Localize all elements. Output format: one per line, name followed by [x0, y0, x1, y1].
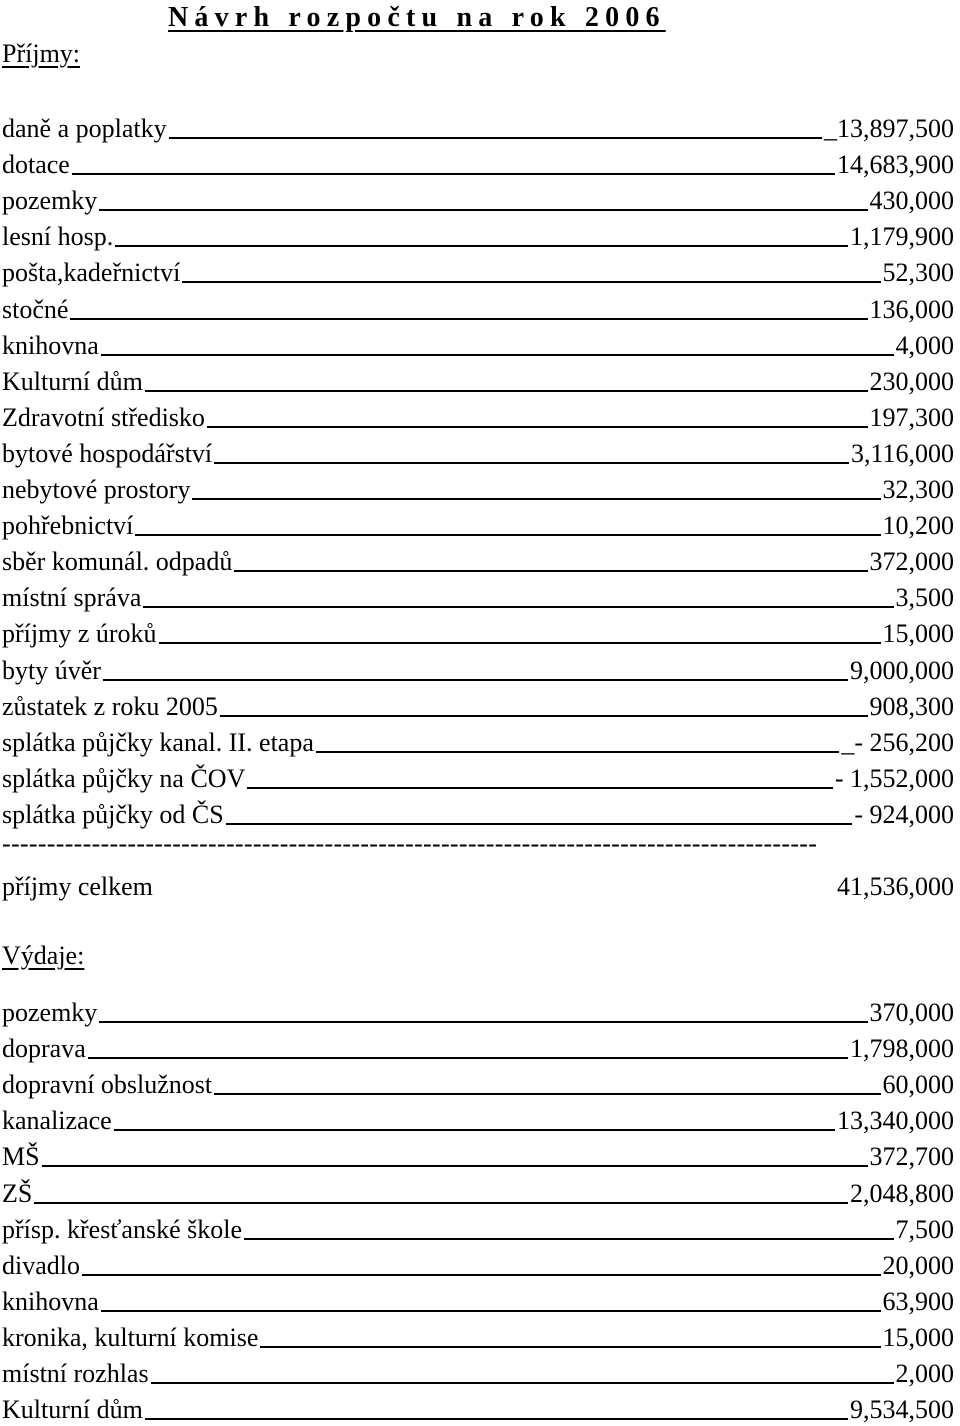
leader-line: [145, 390, 868, 392]
expense-item-row: [2, 1030, 954, 1064]
income-item-amount: 15,000: [882, 619, 954, 649]
leader-line: [34, 1202, 848, 1204]
income-item-row: [2, 435, 954, 469]
income-item-label: pošta,kadeřnictví: [2, 258, 181, 288]
expense-item-row: [2, 1247, 954, 1281]
leader-line: [101, 354, 894, 356]
leader-line: [145, 1418, 848, 1420]
expense-item-amount: 20,000: [882, 1250, 954, 1280]
income-item-amount: 430,000: [869, 186, 954, 216]
expense-item-label: doprava: [2, 1034, 86, 1064]
leader-line: [159, 642, 881, 644]
expense-item-row: [2, 1391, 954, 1425]
income-item-amount: - 924,000: [854, 799, 954, 829]
income-total-amount: 41,536,000: [837, 872, 954, 901]
leader-line: [135, 534, 880, 536]
income-item-amount: _13,897,500: [824, 114, 954, 143]
income-item-label: místní správa: [2, 583, 142, 613]
leader-line: [316, 751, 839, 753]
income-item-label: byty úvěr: [2, 655, 101, 685]
expense-item-amount: 2,000: [895, 1359, 954, 1388]
expense-item-amount: 15,000: [882, 1322, 954, 1352]
expense-item-label: ZŠ: [2, 1178, 33, 1208]
leader-line: [226, 823, 853, 825]
leader-line: [214, 462, 849, 464]
expense-item-label: knihovna: [2, 1286, 99, 1316]
income-item-row: [2, 363, 954, 397]
income-item-label: splátka půjčky kanal. II. etapa: [2, 727, 314, 757]
expense-item-label: pozemky: [2, 998, 98, 1027]
income-item-amount: - 1,552,000: [834, 763, 954, 793]
income-item-label: knihovna: [2, 330, 99, 360]
expense-item-amount: 372,700: [869, 1142, 954, 1172]
leader-line: [234, 570, 867, 572]
separator-line: -------------------------------------------------------------------------------------------: [2, 832, 818, 856]
income-item-amount: 4,000: [895, 330, 954, 360]
leader-line: [82, 1274, 881, 1276]
income-item-label: daně a poplatky: [2, 114, 167, 143]
income-item-label: zůstatek z roku 2005: [2, 691, 218, 721]
expense-item-row: [2, 1138, 954, 1172]
expense-item-label: kanalizace: [2, 1106, 112, 1136]
expense-item-label: dopravní obslužnost: [2, 1070, 213, 1100]
income-item-row: [2, 724, 954, 758]
page-title: Návrh rozpočtu na rok 2006: [168, 2, 666, 33]
expense-item-row: [2, 994, 954, 1028]
income-item-row: [2, 796, 954, 830]
income-item-amount: 197,300: [869, 402, 954, 432]
leader-line: [220, 715, 868, 717]
income-item-label: příjmy z úroků: [2, 619, 157, 649]
expense-item-amount: 60,000: [882, 1070, 954, 1100]
leader-line: [103, 679, 848, 681]
expense-item-amount: 7,500: [895, 1214, 954, 1244]
income-item-row: [2, 254, 954, 288]
expense-item-row: [2, 1175, 954, 1209]
leader-line: [143, 606, 893, 608]
leader-line: [99, 1021, 867, 1023]
leader-line: [70, 318, 867, 320]
income-item-row: [2, 327, 954, 361]
expense-item-row: [2, 1211, 954, 1245]
income-item-amount: 10,200: [882, 511, 954, 541]
expense-item-row: [2, 1102, 954, 1136]
income-item-label: dotace: [2, 150, 70, 180]
income-item-amount: 3,116,000: [850, 438, 954, 468]
income-item-amount: _- 256,200: [841, 727, 954, 757]
income-item-row: [2, 688, 954, 722]
leader-line: [99, 209, 867, 211]
income-item-amount: 32,300: [882, 475, 954, 504]
leader-line: [72, 173, 835, 175]
leader-line: [192, 498, 880, 500]
income-item-label: lesní hosp.: [2, 222, 114, 252]
leader-line: [214, 1093, 880, 1095]
expense-item-label: kronika, kulturní komise: [2, 1322, 259, 1352]
income-item-amount: 1,179,900: [850, 222, 954, 252]
income-item-label: Kulturní dům: [2, 366, 143, 396]
income-heading: Příjmy:: [2, 39, 81, 68]
leader-line: [244, 1238, 893, 1240]
expense-item-amount: 9,534,500: [850, 1395, 954, 1425]
income-item-row: [2, 471, 954, 505]
expenses-heading: Výdaje:: [2, 941, 85, 970]
income-item-row: [2, 579, 954, 613]
expense-item-amount: 370,000: [869, 998, 954, 1027]
income-item-label: splátka půjčky od ČS: [2, 799, 224, 829]
income-total-label: příjmy celkem: [2, 872, 153, 901]
income-item-row: [2, 507, 954, 541]
expense-item-row: [2, 1355, 954, 1389]
income-total-row: [2, 868, 954, 902]
expense-item-row: [2, 1066, 954, 1100]
leader-line: [247, 787, 832, 789]
income-item-label: bytové hospodářství: [2, 438, 213, 468]
income-item-label: nebytové prostory: [2, 475, 191, 504]
income-item-amount: 14,683,900: [837, 150, 954, 180]
income-item-amount: 372,000: [869, 547, 954, 577]
income-item-amount: 3,500: [895, 583, 954, 613]
income-item-row: [2, 146, 954, 180]
income-item-amount: 52,300: [882, 258, 954, 288]
income-item-label: sběr komunál. odpadů: [2, 547, 233, 577]
income-item-row: [2, 543, 954, 577]
expense-item-label: divadlo: [2, 1250, 80, 1280]
income-item-label: pohřebnictví: [2, 511, 134, 541]
leader-line: [114, 1129, 835, 1131]
income-item-amount: 908,300: [869, 691, 954, 721]
leader-line: [151, 1382, 894, 1384]
income-item-label: stočné: [2, 294, 69, 324]
income-item-row: [2, 218, 954, 252]
income-item-label: Zdravotní středisko: [2, 402, 205, 432]
income-item-row: [2, 652, 954, 686]
expense-item-label: přísp. křesťanské škole: [2, 1214, 243, 1244]
income-item-amount: 136,000: [869, 294, 954, 324]
expense-item-row: [2, 1283, 954, 1317]
income-item-row: [2, 110, 954, 144]
expense-item-label: Kulturní dům: [2, 1395, 143, 1425]
expense-item-label: místní rozhlas: [2, 1359, 149, 1388]
expense-item-amount: 2,048,800: [850, 1178, 954, 1208]
leader-line: [260, 1346, 880, 1348]
income-item-label: pozemky: [2, 186, 98, 216]
income-item-row: [2, 291, 954, 325]
leader-line: [115, 245, 848, 247]
leader-line: [182, 281, 880, 283]
income-item-row: [2, 760, 954, 794]
expense-item-amount: 1,798,000: [850, 1034, 954, 1064]
income-item-row: [2, 182, 954, 216]
leader-line: [42, 1165, 868, 1167]
expense-item-amount: 63,900: [882, 1286, 954, 1316]
income-item-label: splátka půjčky na ČOV: [2, 763, 246, 793]
leader-line: [88, 1057, 848, 1059]
income-item-row: [2, 615, 954, 649]
expense-item-label: MŠ: [2, 1142, 40, 1172]
income-item-row: [2, 399, 954, 433]
income-item-amount: 230,000: [869, 366, 954, 396]
leader-line: [169, 137, 822, 139]
leader-line: [207, 426, 868, 428]
leader-line: [101, 1310, 881, 1312]
income-item-amount: 9,000,000: [850, 655, 954, 685]
expense-item-amount: 13,340,000: [837, 1106, 954, 1136]
expense-item-row: [2, 1319, 954, 1353]
